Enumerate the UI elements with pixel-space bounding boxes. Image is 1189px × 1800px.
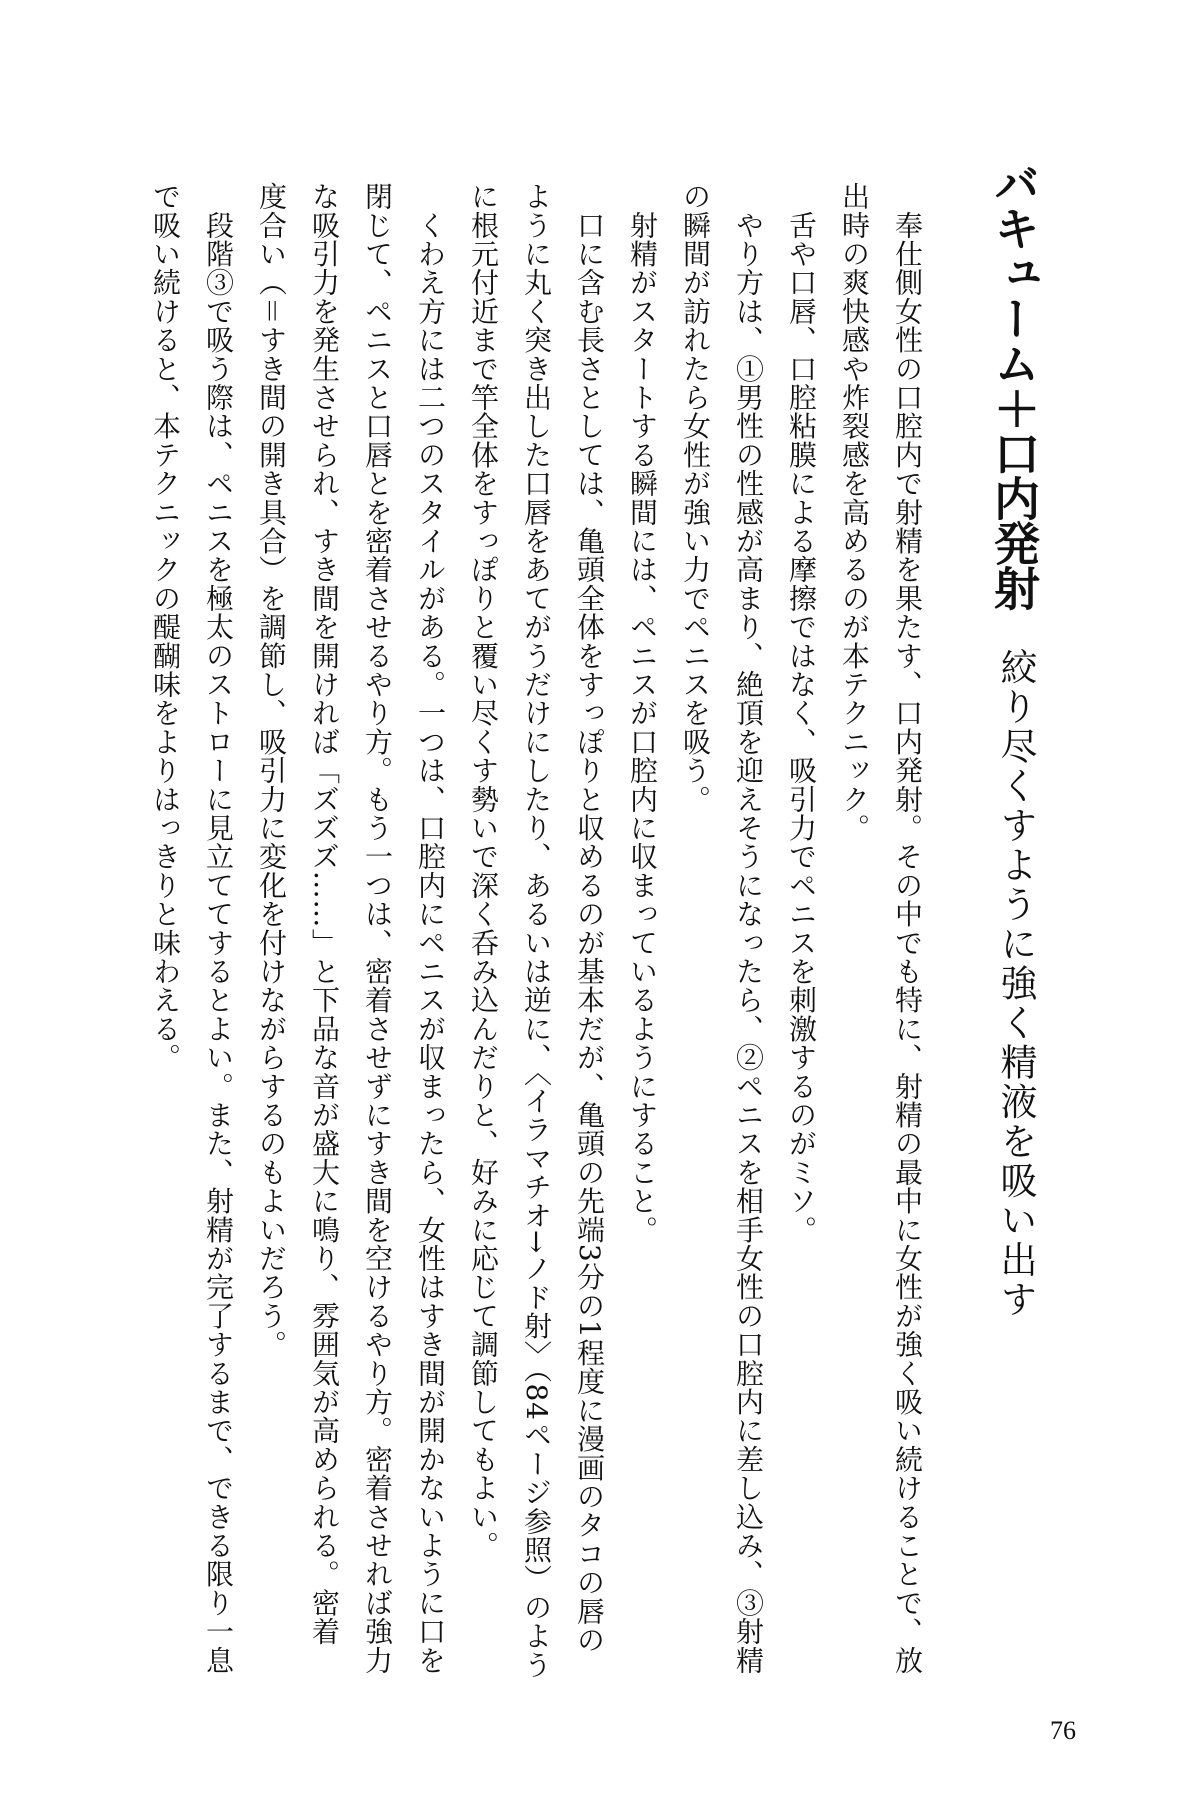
- body-text-column: 舌や口唇、口腔粘膜による摩擦ではなく、吸引力でペニスを刺激するのがミソ。: [785, 182, 818, 1244]
- body-text-column: 段階③で吸う際は、ペニスを極太のストローに見立ててするとよい。また、射精が完了するまで、できる限り一息: [202, 182, 235, 1675]
- section-subtitle: 絞り尽くすように強く精液を吸い出す: [994, 648, 1037, 1320]
- body-text-column: くわえ方には二つのスタイルがある。一つは、口腔内にペニスが収まったら、女性はすき間が開かないように口を: [414, 182, 447, 1675]
- body-text-column: な吸引力を発生させられ、すき間を開ければ「ズズズ……」と下品な音が盛大に鳴り、雰囲気が高められる。密着: [308, 182, 341, 1646]
- page-number: 76: [1050, 1716, 1076, 1745]
- body-text-column: 奉仕側女性の口腔内で射精を果たす、口内発射。その中でも特に、射精の最中に女性が強く吸い続けることで、放: [891, 182, 924, 1675]
- body-text-column: 閉じて、ペニスと口唇とを密着させるやり方。もう一つは、密着させずにすき間を空けるやり方。密着させれば強力: [361, 182, 394, 1675]
- body-text-column: に根元付近まで竿全体をすっぽりと覆い尽くす勢いで深く呑み込んだりと、好みに応じて調節してもよい。: [467, 182, 500, 1560]
- body-text-column: 出時の爽快感や炸裂感を高めるのが本テクニック。: [838, 182, 871, 843]
- body-text-column: 口に含む長さとしては、亀頭全体をすっぽりと収めるのが基本だが、亀頭の先端3分の1程度に漫画のタコの唇の: [573, 182, 606, 1655]
- section-title: バキューム＋口内発射: [987, 160, 1041, 610]
- body-text-column: 度合い（＝すき間の開き具合）を調節し、吸引力に変化を付けながらするのもよいだろう。: [255, 182, 288, 1359]
- body-text-column: 射精がスタートする瞬間には、ペニスが口腔内に収まっているようにすること。: [626, 182, 659, 1244]
- body-text-column: の瞬間が訪れたら女性が強い力でペニスを吸う。: [679, 182, 712, 814]
- body-text-column: で吸い続けると、本テクニックの醍醐味をよりはっきりと味わえる。: [149, 182, 182, 1072]
- body-text-column: やり方は、①男性の性感が高まり、絶頂を迎えそうになったら、②ペニスを相手女性の口腔内に差し込み、③射精: [732, 182, 765, 1675]
- body-text-column: ように丸く突き出した口唇をあてがうだけにしたり、あるいは逆に、〈イラマチオ→ノド射〉（84ページ参照）のよう: [520, 182, 553, 1679]
